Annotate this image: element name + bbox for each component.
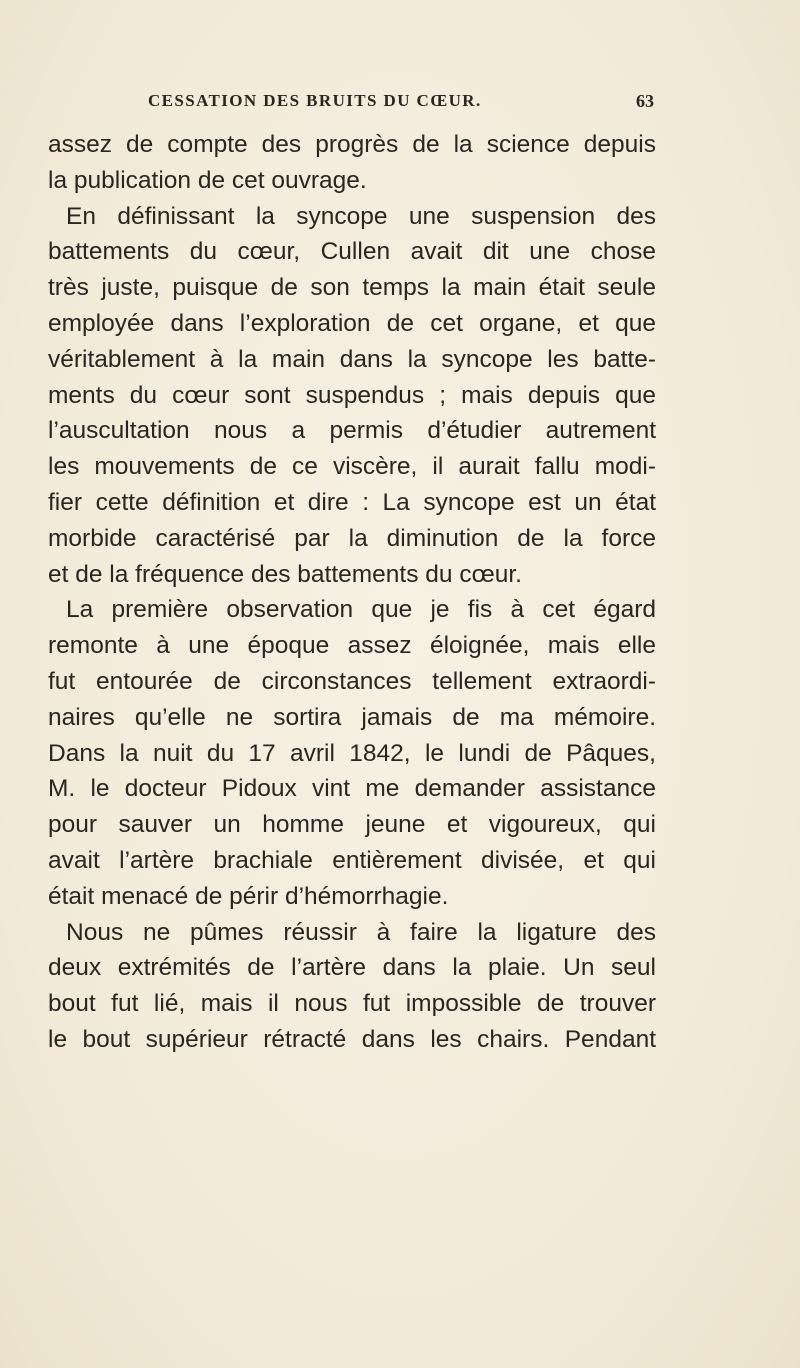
text-line: En définissant la syncope une suspension des xyxy=(66,202,656,230)
text-line: la publication de cet ouvrage. xyxy=(48,166,367,194)
text-line: naires qu’elle ne sortira jamais de ma mémoire. xyxy=(48,703,656,731)
text-line: assez de compte des progrès de la science depuis xyxy=(48,131,656,158)
text-line: avait l’artère brachiale entièrement divisée, et qui xyxy=(48,846,656,874)
body-text xyxy=(48,127,656,1058)
text-line: battements du cœur, Cullen avait dit une chose xyxy=(48,238,656,266)
text-line: les mouvements de ce viscère, il aurait fallu modi- xyxy=(48,453,656,481)
text-line: très juste, puisque de son temps la main était seule xyxy=(48,274,656,302)
text-line: pour sauver un homme jeune et vigoureux, qui xyxy=(48,811,656,839)
running-title: CESSATION DES BRUITS DU CŒUR. xyxy=(148,91,482,110)
text-line: morbide caractérisé par la diminution de la force xyxy=(48,524,656,552)
text-line: Nous ne pûmes réussir à faire la ligature des xyxy=(66,918,656,946)
text-line: le bout supérieur rétracté dans les chairs. Pendant xyxy=(48,1025,656,1053)
text-line: véritablement à la main dans la syncope les batte- xyxy=(48,345,656,373)
text-line: fier cette définition et dire : La syncope est un état xyxy=(48,488,656,516)
text-line: fut entourée de circonstances tellement extraordi- xyxy=(48,667,656,695)
text-line: ments du cœur sont suspendus ; mais depuis que xyxy=(48,381,656,409)
text-line: l’auscultation nous a permis d’étudier autrement xyxy=(48,417,656,445)
text-line: M. le docteur Pidoux vint me demander assistance xyxy=(48,775,656,803)
page-number: 63 xyxy=(636,91,654,111)
text-line: deux extrémités de l’artère dans la plaie. Un seul xyxy=(48,954,656,982)
text-line: bout fut lié, mais il nous fut impossible de trouver xyxy=(48,990,656,1018)
running-head xyxy=(48,91,654,115)
text-line: remonte à une époque assez éloignée, mais elle xyxy=(48,632,656,660)
text-line: La première observation que je fis à cet égard xyxy=(66,596,656,624)
text-line: Dans la nuit du 17 avril 1842, le lundi de Pâques, xyxy=(48,739,656,767)
text-line: était menacé de périr d’hémorrhagie. xyxy=(48,882,449,910)
text-line: employée dans l’exploration de cet organe, et que xyxy=(48,309,656,337)
text-line: et de la fréquence des battements du cœur. xyxy=(48,560,522,588)
